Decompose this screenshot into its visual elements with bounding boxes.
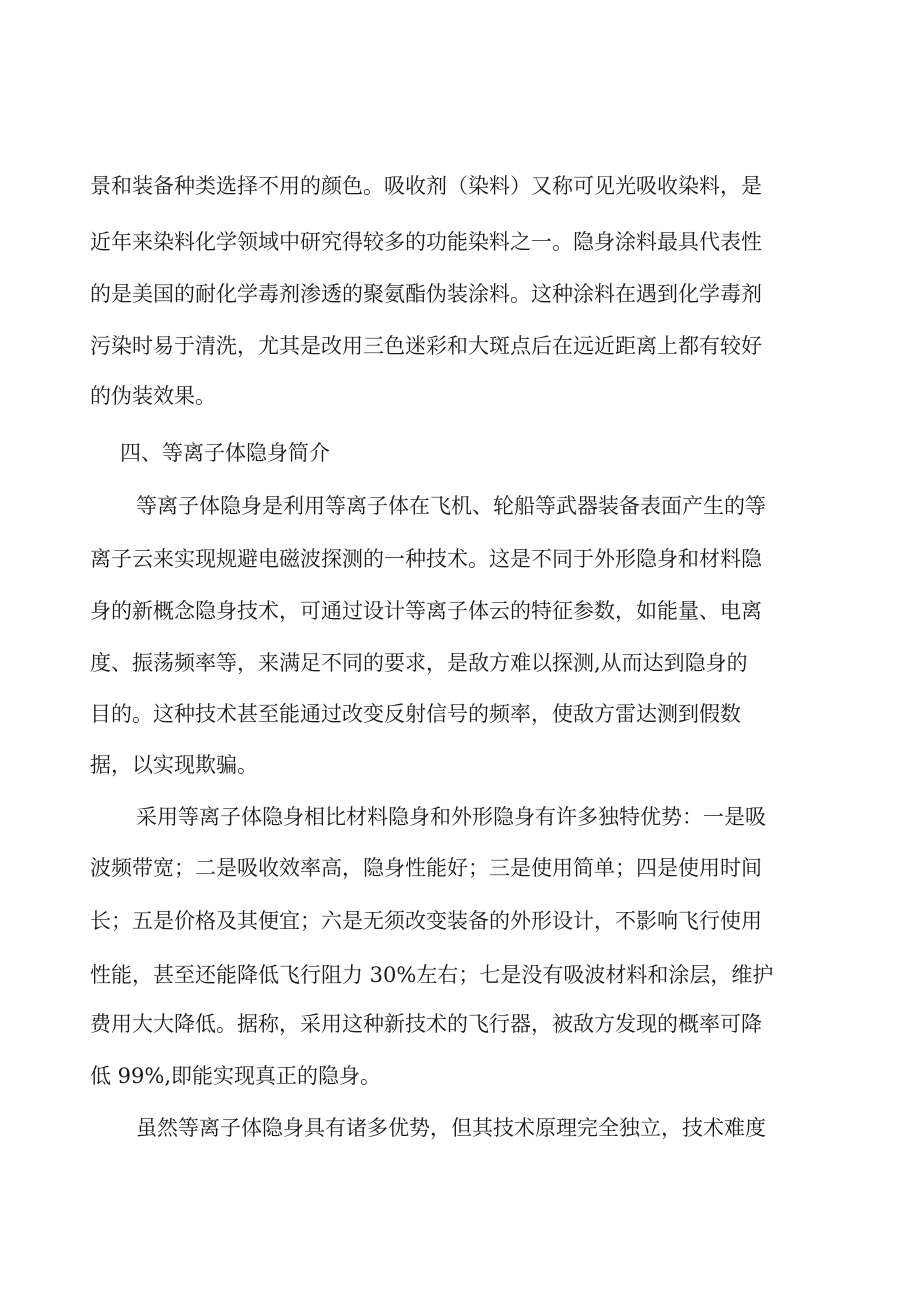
text-line: 等离子体隐身是利用等离子体在飞机、轮船等武器装备表面产生的等 xyxy=(136,494,766,518)
text-line: 身的新概念隐身技术，可通过设计等离子体云的特征参数，如能量、电离 xyxy=(90,599,762,623)
text-line: 景和装备种类选择不用的颜色。吸收剂（染料）又称可见光吸收染料，是 xyxy=(90,174,762,198)
text-line: 污染时易于清洗，尤其是改用三色迷彩和大斑点后在远近距离上都有较好 xyxy=(90,334,762,358)
text-line: 据，以实现欺骗。 xyxy=(90,753,258,777)
section-heading: 四、等离子体隐身简介 xyxy=(120,441,330,465)
text-line: 离子云来实现规避电磁波探测的一种技术。这是不同于外形隐身和材料隐 xyxy=(90,547,762,571)
text-line: 目的。这种技术甚至能通过改变反射信号的频率，使敌方雷达测到假数 xyxy=(90,702,741,726)
text-line: 的是美国的耐化学毒剂渗透的聚氨酯伪装涂料。这种涂料在遇到化学毒剂 xyxy=(90,282,762,306)
text-line: 性能，甚至还能降低飞行阻力 30%左右；七是没有吸波材料和涂层，维护 xyxy=(90,963,774,987)
text-line: 波频带宽；二是吸收效率高，隐身性能好；三是使用简单；四是使用时间 xyxy=(90,856,762,880)
text-line: 近年来染料化学领域中研究得较多的功能染料之一。隐身涂料最具代表性 xyxy=(90,230,762,254)
text-line: 虽然等离子体隐身具有诸多优势，但其技术原理完全独立，技术难度 xyxy=(136,1116,766,1140)
text-line: 低 99%,即能实现真正的隐身。 xyxy=(90,1064,382,1088)
text-line: 长；五是价格及其便宜；六是无须改变装备的外形设计，不影响飞行使用 xyxy=(90,909,762,933)
text-line: 采用等离子体隐身相比材料隐身和外形隐身有许多独特优势：一是吸 xyxy=(136,805,766,829)
text-line: 度、振荡频率等，来满足不同的要求，是敌方难以探测,从而达到隐身的 xyxy=(90,651,748,675)
text-line: 费用大大降低。据称，采用这种新技术的飞行器，被敌方发现的概率可降 xyxy=(90,1012,762,1036)
text-line: 的伪装效果。 xyxy=(90,384,216,408)
